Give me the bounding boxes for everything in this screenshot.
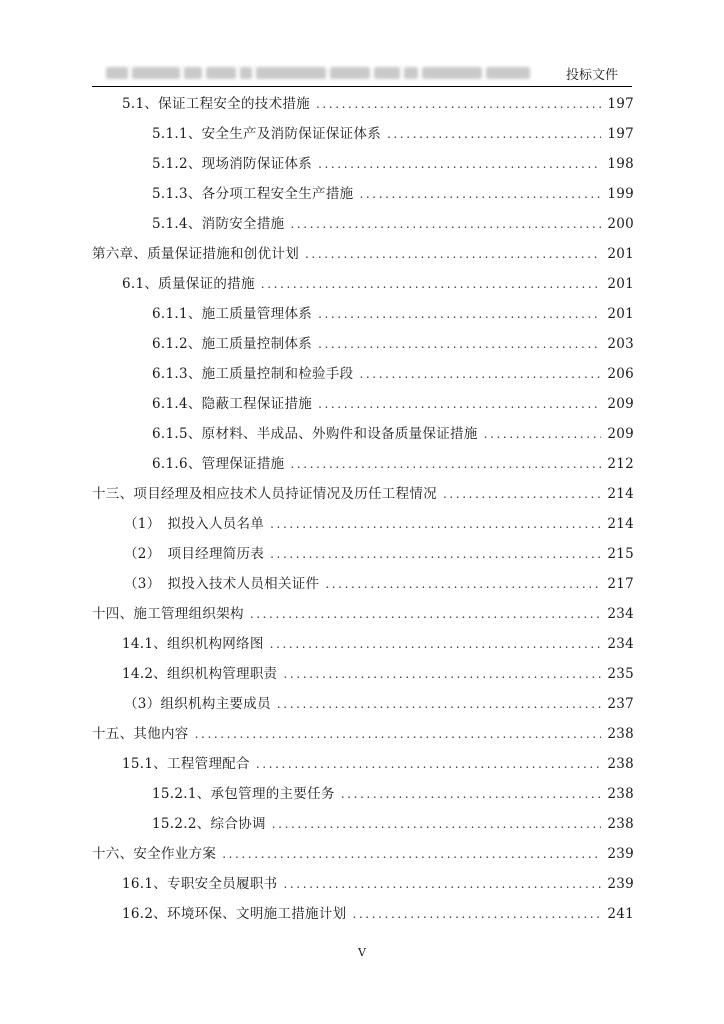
toc-entry[interactable] bbox=[92, 842, 634, 864]
toc-leader-dots bbox=[270, 517, 601, 531]
toc-entry-page: 238 bbox=[607, 756, 634, 772]
toc-entry-page: 214 bbox=[607, 516, 634, 532]
toc-entry-page: 235 bbox=[607, 666, 634, 682]
toc-entry-title: 14.2、组织机构管理职责 bbox=[122, 666, 278, 682]
toc-entry[interactable] bbox=[122, 872, 634, 894]
toc-entry-title: （1） 拟投入人员名单 bbox=[124, 516, 265, 532]
toc-entry-title: 5.1、保证工程安全的技术措施 bbox=[122, 96, 310, 112]
toc-entry-title: 5.1.3、各分项工程安全生产措施 bbox=[152, 186, 354, 202]
toc-entry-title: 15.1、工程管理配合 bbox=[122, 756, 250, 772]
toc-leader-dots bbox=[341, 787, 602, 801]
toc-leader-dots bbox=[283, 877, 601, 891]
toc-leader-dots bbox=[318, 157, 601, 171]
toc-entry-page: 237 bbox=[607, 696, 634, 712]
toc-leader-dots bbox=[318, 337, 601, 351]
toc-entry[interactable] bbox=[152, 422, 634, 444]
toc-leader-dots bbox=[261, 277, 602, 291]
toc-entry[interactable] bbox=[122, 662, 634, 684]
toc-entry[interactable] bbox=[152, 452, 634, 474]
toc-entry-title: 14.1、组织机构网络图 bbox=[122, 636, 264, 652]
toc-entry-title: 6.1.3、施工质量控制和检验手段 bbox=[152, 366, 354, 382]
toc-entry[interactable] bbox=[152, 182, 634, 204]
toc-leader-dots bbox=[272, 817, 602, 831]
toc-entry-page: 238 bbox=[607, 816, 634, 832]
toc-leader-dots bbox=[484, 427, 602, 441]
toc-entry-page: 203 bbox=[607, 336, 634, 352]
toc-entry-title: 十四、施工管理组织架构 bbox=[92, 606, 244, 622]
toc-entry[interactable] bbox=[152, 152, 634, 174]
toc-leader-dots bbox=[359, 367, 601, 381]
toc-leader-dots bbox=[277, 697, 601, 711]
toc-entry-title: 6.1.5、原材料、半成品、外购件和设备质量保证措施 bbox=[152, 426, 478, 442]
toc-entry-page: 241 bbox=[607, 906, 634, 922]
toc-entry[interactable] bbox=[152, 392, 634, 414]
toc-entry[interactable] bbox=[124, 572, 634, 594]
toc-entry[interactable] bbox=[152, 332, 634, 354]
toc-entry-page: 201 bbox=[607, 306, 634, 322]
toc-leader-dots bbox=[270, 547, 601, 561]
toc-entry-page: 239 bbox=[607, 846, 634, 862]
toc-entry-page: 209 bbox=[607, 426, 634, 442]
toc-entry[interactable] bbox=[92, 482, 634, 504]
toc-entry[interactable] bbox=[124, 542, 634, 564]
toc-leader-dots bbox=[316, 97, 601, 111]
toc-leader-dots bbox=[443, 487, 601, 501]
toc-entry[interactable] bbox=[92, 602, 634, 624]
toc-leader-dots bbox=[318, 307, 601, 321]
toc-entry[interactable] bbox=[122, 752, 634, 774]
toc-entry-title: 16.2、环境环保、文明施工措施计划 bbox=[122, 906, 347, 922]
header-label: 投标文件 bbox=[565, 68, 618, 83]
toc-entry[interactable] bbox=[122, 92, 634, 114]
toc-entry[interactable] bbox=[122, 632, 634, 654]
toc-entry-title: 6.1、质量保证的措施 bbox=[122, 276, 255, 292]
toc-leader-dots bbox=[359, 187, 601, 201]
toc-leader-dots bbox=[283, 667, 601, 681]
toc-leader-dots bbox=[290, 457, 601, 471]
toc-leader-dots bbox=[318, 397, 601, 411]
toc-leader-dots bbox=[387, 127, 601, 141]
toc-entry-page: 238 bbox=[607, 786, 634, 802]
toc-entry-page: 212 bbox=[607, 456, 634, 472]
toc-leader-dots bbox=[352, 907, 601, 921]
toc-entry[interactable] bbox=[124, 512, 634, 534]
toc-entry-page: 239 bbox=[607, 876, 634, 892]
toc-leader-dots bbox=[305, 247, 601, 261]
toc-entry-title: 5.1.1、安全生产及消防保证保证体系 bbox=[152, 126, 382, 142]
page-header bbox=[92, 60, 632, 87]
toc-entry-page: 197 bbox=[607, 126, 634, 142]
toc-leader-dots bbox=[195, 727, 602, 741]
toc-leader-dots bbox=[222, 847, 601, 861]
toc-entry-title: 十五、其他内容 bbox=[92, 726, 189, 742]
toc-entry-page: 209 bbox=[607, 396, 634, 412]
toc-entry-title: 15.2.2、综合协调 bbox=[152, 816, 266, 832]
toc-entry[interactable] bbox=[152, 812, 634, 834]
toc-entry-title: 6.1.4、隐蔽工程保证措施 bbox=[152, 396, 313, 412]
toc-entry-page: 200 bbox=[607, 216, 634, 232]
toc-entry-page: 201 bbox=[607, 276, 634, 292]
toc-leader-dots bbox=[250, 607, 602, 621]
toc-entry-page: 201 bbox=[607, 246, 634, 262]
toc-entry-title: （3）组织机构主要成员 bbox=[124, 696, 271, 712]
redacted-project-name bbox=[106, 66, 626, 80]
toc-entry[interactable] bbox=[152, 302, 634, 324]
toc-entry-title: （3） 拟投入技术人员相关证件 bbox=[124, 576, 320, 592]
toc-leader-dots bbox=[325, 577, 601, 591]
toc-entry-page: 215 bbox=[607, 546, 634, 562]
toc-leader-dots bbox=[256, 757, 601, 771]
toc-entry-page: 214 bbox=[607, 486, 634, 502]
toc-entry-title: 十六、安全作业方案 bbox=[92, 846, 217, 862]
toc-entry[interactable] bbox=[152, 362, 634, 384]
toc-entry-page: 217 bbox=[607, 576, 634, 592]
toc-entry-page: 206 bbox=[607, 366, 634, 382]
toc-entry-title: 6.1.6、管理保证措施 bbox=[152, 456, 285, 472]
toc-entry-title: 6.1.1、施工质量管理体系 bbox=[152, 306, 313, 322]
toc-entry[interactable] bbox=[92, 242, 634, 264]
toc-entry-page: 234 bbox=[607, 606, 634, 622]
toc-entry-title: 16.1、专职安全员履职书 bbox=[122, 876, 278, 892]
page-number: V bbox=[358, 946, 366, 959]
toc-entry[interactable] bbox=[152, 122, 634, 144]
toc-entry-title: 6.1.2、施工质量控制体系 bbox=[152, 336, 313, 352]
toc-entry[interactable] bbox=[122, 902, 634, 924]
toc-entry-page: 197 bbox=[607, 96, 634, 112]
toc-entry[interactable] bbox=[152, 212, 634, 234]
toc-leader-dots bbox=[290, 217, 601, 231]
toc-entry[interactable] bbox=[92, 722, 634, 744]
toc-entry-page: 238 bbox=[607, 726, 634, 742]
toc-leader-dots bbox=[270, 637, 602, 651]
toc-entry-title: 5.1.4、消防安全措施 bbox=[152, 216, 285, 232]
toc-entry-page: 234 bbox=[607, 636, 634, 652]
toc-entry[interactable] bbox=[152, 782, 634, 804]
toc-entry-title: 十三、项目经理及相应技术人员持证情况及历任工程情况 bbox=[92, 486, 437, 502]
toc-entry-title: 5.1.2、现场消防保证体系 bbox=[152, 156, 313, 172]
toc-entry-page: 199 bbox=[607, 186, 634, 202]
toc-entry[interactable] bbox=[124, 692, 634, 714]
toc-entry-title: 第六章、质量保证措施和创优计划 bbox=[92, 246, 299, 262]
toc-entry-page: 198 bbox=[607, 156, 634, 172]
toc-entry-title: 15.2.1、承包管理的主要任务 bbox=[152, 786, 335, 802]
toc-entry-title: （2） 项目经理简历表 bbox=[124, 546, 265, 562]
toc-entry[interactable] bbox=[122, 272, 634, 294]
